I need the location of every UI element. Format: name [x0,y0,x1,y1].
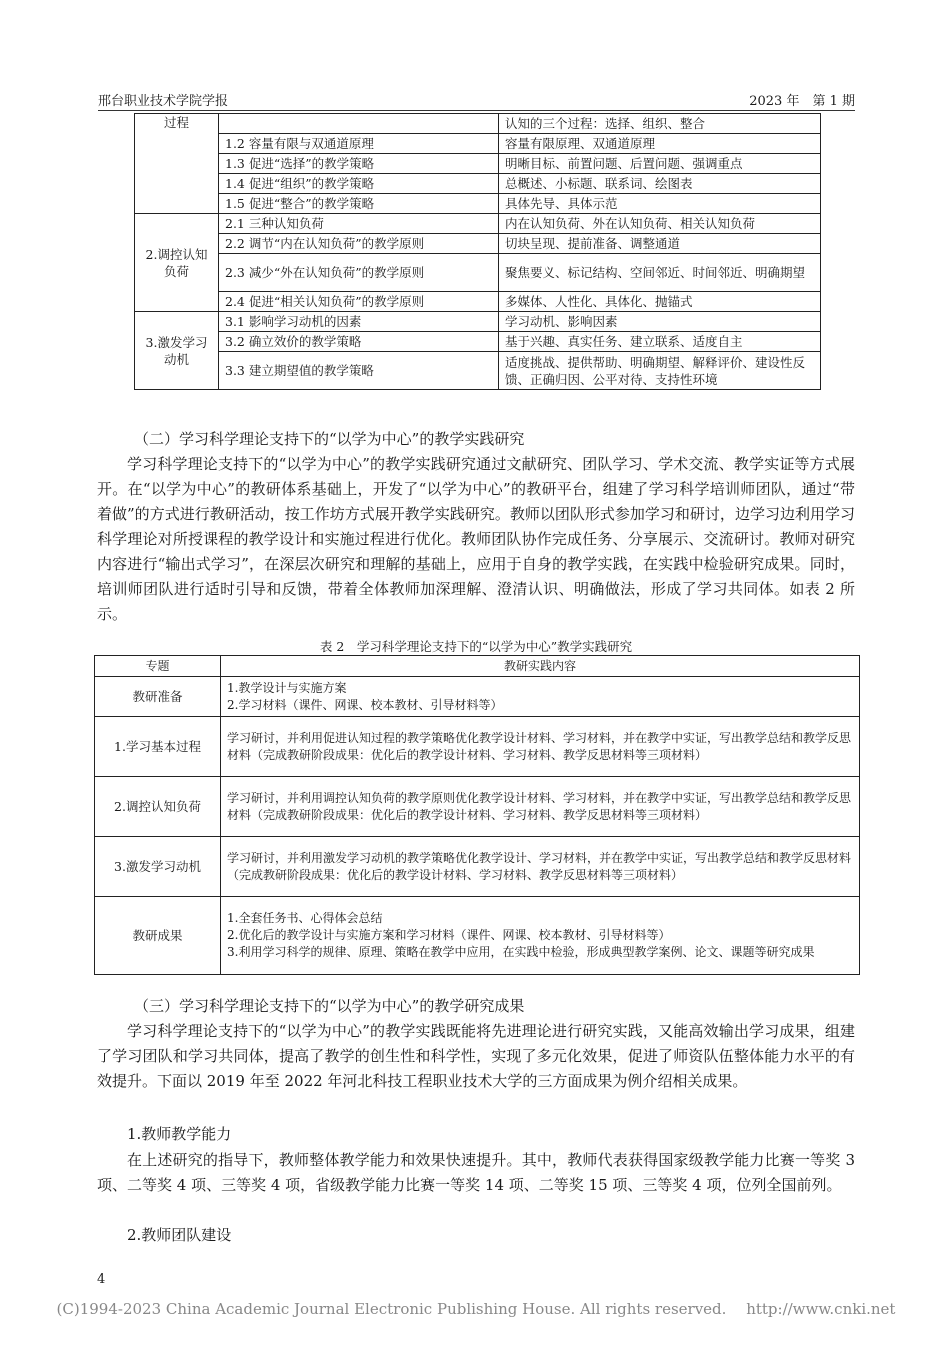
table2 [94,655,860,975]
table2-content-cell [221,897,860,975]
table1-item-cell: 1.4 促进“组织”的教学策略 [219,174,499,194]
table1-item-cell: 3.1 影响学习动机的因素 [219,312,499,332]
table1-content-cell: 基于兴趣、真实任务、建立联系、适度自主 [499,332,821,352]
section2-body: 学习科学理论支持下的“以学为中心”的教学实践研究通过文献研究、团队学习、学术交流、教学实证等方式展开。在“以学为中心”的教研体系基础上，开发了“以学为中心”的教研平台，组建了学习科学培训师团队，通过“带着做”的方式进行教研活动，按工作坊方式展开教学实践研究。教师以团队形式参加学习和研讨，边学习边利用学习科学理论对所授课程的教学设计和实施过程进行优化。教师团队协作完成任务、分享展示、交流研讨。教师对研究内容进行“输出式学习”，在深层次研究和理解的基础上，应用于自身的教学实践，在实践中检验研究成果。同时，培训师团队进行适时引导和反馈，带着全体教师加深理解、澄清认识、明确做法，形成了学习共同体。如表 2 所示。 [97,455,855,623]
table2-caption: 表 2 学习科学理论支持下的“以学为中心”教学实践研究 [319,639,633,654]
page-number: 4 [97,1272,106,1287]
table1-row [135,312,821,332]
table2-header-row [95,656,860,677]
table2-content-line: 2.优化后的教学设计与实施方案和学习材料（课件、网课、校本教材、引导材料等） [227,928,671,942]
table2-content-line: 学习研讨，并利用调控认知负荷的教学原则优化教学设计材料、学习材料，并在教学中实证，写出教学总结和教学反思材料（完成教研阶段成果：优化后的教学设计材料、学习材料、教学反思材料等三项材料） [227,790,852,822]
table1-topic-cell: 2.调控认知负荷 [135,214,219,312]
table1-topic-cell: 3.激发学习动机 [135,312,219,390]
table2-content-line: 1.全套任务书、心得体会总结 [227,911,383,925]
table2-content-line: 3.利用学习科学的规律、原理、策略在教学中应用，在实践中检验，形成典型教学案例、论文、课题等研究成果 [227,945,815,959]
table2-content-cell [221,777,860,837]
section3-heading: （三）学习科学理论支持下的“以学为中心”的教学研究成果 [134,997,525,1015]
table1-content-cell: 多媒体、人性化、具体化、抛锚式 [499,292,821,312]
table2-topic-cell: 2.调控认知负荷 [95,777,221,837]
issue-info: 2023 年 第 1 期 [749,94,855,109]
subheading-teaching-ability: 1.教师教学能力 [127,1125,232,1143]
table1-content-cell: 总概述、小标题、联系词、绘图表 [499,174,821,194]
table1-item-cell [219,114,499,134]
teaching-ability-body: 在上述研究的指导下，教师整体教学能力和效果快速提升。其中，教师代表获得国家级教学能力比赛一等奖 3 项、二等奖 4 项、三等奖 4 项，省级教学能力比赛一等奖 14 项、二等奖 15 项、三等奖 4 项，位列全国前列。 [97,1151,855,1194]
table2-content-line: 学习研讨，并利用促进认知过程的教学策略优化教学设计材料、学习材料，并在教学中实证，写出教学总结和教学反思材料（完成教研阶段成果：优化后的教学设计材料、学习材料、教学反思材料等三项材料） [227,730,852,762]
table1-item-cell: 2.2 调节“内在认知负荷”的教学原则 [219,234,499,254]
table1-row [135,352,821,390]
table2-topic-cell: 教研成果 [95,897,221,975]
table1-content-cell: 适度挑战、提供帮助、明确期望、解释评价、建设性反馈、正确归因、公平对待、支持性环境 [499,352,821,390]
table1-item-cell: 1.3 促进“选择”的教学策略 [219,154,499,174]
copyright-footer: (C)1994-2023 China Academic Journal Electronic Publishing House. All rights reserved. http://www.cnki.net [56,1300,896,1318]
table1-row [135,154,821,174]
table1-row [135,234,821,254]
table1-row [135,174,821,194]
table2-content-cell [221,837,860,897]
table2-content-line: 2.学习材料（课件、网课、校本教材、引导材料等） [227,697,503,712]
table1-row [135,254,821,292]
table2-header-content: 教研实践内容 [221,656,860,677]
table2-row [95,717,860,777]
table1-item-cell: 2.4 促进“相关认知负荷”的教学原则 [219,292,499,312]
table1-row [135,114,821,134]
table2-row [95,897,860,975]
section2-heading: （二）学习科学理论支持下的“以学为中心”的教学实践研究 [134,430,525,448]
table1-item-cell: 3.2 确立效价的教学策略 [219,332,499,352]
table2-topic-cell: 3.激发学习动机 [95,837,221,897]
table1-content-cell: 容量有限原理、双通道原理 [499,134,821,154]
table1-item-cell: 3.3 建立期望值的教学策略 [219,352,499,390]
running-header [98,88,855,111]
table1 [134,113,821,390]
journal-name: 邢台职业技术学院学报 [98,94,229,109]
table1-item-cell: 1.5 促进“整合”的教学策略 [219,194,499,214]
table2-header-topic: 专题 [95,656,221,677]
table1-row [135,134,821,154]
table2-content-line: 1.教学设计与实施方案 [227,680,347,695]
table1-content-cell: 学习动机、影响因素 [499,312,821,332]
table1-row [135,214,821,234]
table2-row [95,677,860,717]
table1-content-cell: 聚焦要义、标记结构、空间邻近、时间邻近、明确期望 [499,254,821,292]
table2-row [95,777,860,837]
table1-item-cell: 2.1 三种认知负荷 [219,214,499,234]
table1-item-cell: 2.3 减少“外在认知负荷”的教学原则 [219,254,499,292]
table1-content-cell: 具体先导、具体示范 [499,194,821,214]
table1-content-cell: 内在认知负荷、外在认知负荷、相关认知负荷 [499,214,821,234]
table1-row [135,194,821,214]
table2-content-cell [221,717,860,777]
table1-row [135,332,821,352]
table1-row [135,292,821,312]
section3-body: 学习科学理论支持下的“以学为中心”的教学实践既能将先进理论进行研究实践，又能高效输出学习成果，组建了学习团队和学习共同体，提高了教学的创生性和科学性，实现了多元化效果，促进了师资队伍整体能力水平的有效提升。下面以 2019 年至 2022 年河北科技工程职业技术大学的三方面成果为例介绍相关成果。 [97,1022,855,1090]
table2-content-line: 学习研讨，并利用激发学习动机的教学策略优化教学设计、学习材料，并在教学中实证，写出教学总结和教学反思材料（完成教研阶段成果：优化后的教学设计材料、学习材料、教学反思材料等三项材料） [227,850,852,882]
table1-topic-cell: 过程 [135,114,219,214]
table2-content-cell [221,677,860,717]
table1-content-cell: 明晰目标、前置问题、后置问题、强调重点 [499,154,821,174]
table2-topic-cell: 1.学习基本过程 [95,717,221,777]
table2-row [95,837,860,897]
table2-topic-cell: 教研准备 [95,677,221,717]
table1-content-cell: 切块呈现、提前准备、调整通道 [499,234,821,254]
table1-item-cell: 1.2 容量有限与双通道原理 [219,134,499,154]
table1-content-cell: 认知的三个过程：选择、组织、整合 [499,114,821,134]
subheading-team-building: 2.教师团队建设 [127,1226,232,1244]
